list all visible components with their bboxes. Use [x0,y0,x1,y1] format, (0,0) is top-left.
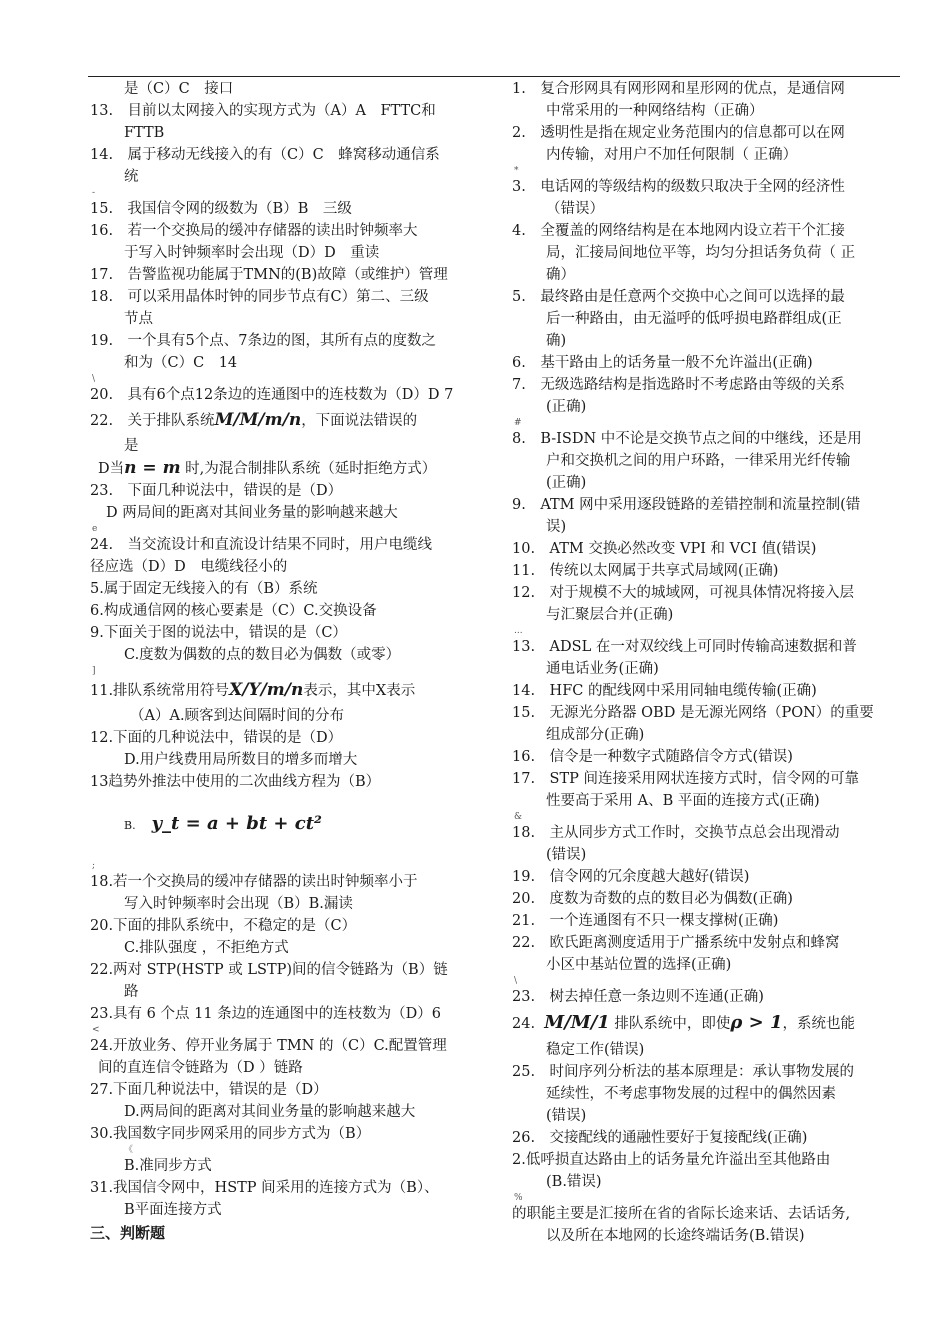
question-22-cont: 是 [124,438,139,454]
question-12: 12.下面的几种说法中，错误的是（D） [90,730,343,746]
question-13b: 13趋势外推法中使用的二次曲线方程为（B） [90,774,381,790]
judge-8-cont2: (正确) [546,475,587,491]
question-22-option-d [90,457,478,480]
question-9-option-c: C.度数为偶数的点的数目必为偶数（或零） [124,647,401,663]
judge-5-cont2: 确) [546,333,567,349]
judge-18: 18. 主从同步方式工作时，交换节点总会出现滑动 [512,825,840,841]
judge-12-cont: 与汇聚层合并(正确) [546,607,674,623]
question-11-option-a: （A）A.顾客到达间隔时间的分布 [130,708,345,724]
question-20b-option-c: C.排队强度 ，不拒绝方式 [124,940,289,956]
judge-22: 22. 欧氏距离测度适用于广播系统中发射点和蜂窝 [512,935,840,951]
judge-21: 21. 一个连通图有不只一棵支撑树(正确) [512,913,779,929]
section-heading-true-false: 三、判断题 [90,1224,166,1242]
question-14-cont: 统 [124,169,139,185]
question-23b: 23.具有 6 个点 11 条边的连通图中的连枝数为（D）6 [90,1006,442,1022]
judge-2b: 2.低呼损直达路由上的话务量允许溢出至其他路由 [512,1152,831,1168]
judge-6: 6. 基干路由上的话务量一般不允许溢出(正确) [512,355,813,371]
judge-7-cont: (正确) [546,399,587,415]
kendall-formula: X/Y/m/n [229,680,304,700]
question-11-text-end: 表示，其中X表示 [303,683,416,699]
judge-13: 13. ADSL 在一对双绞线上可同时传输高速数据和普 [512,639,857,655]
question-15: 15. 我国信令网的级数为（B）B 三级 [90,201,352,217]
judge-1: 1. 复合形网具有网形网和星形网的优点，是通信网 [512,81,845,97]
question-6: 6.构成通信网的核心要素是（C）C.交换设备 [90,603,377,619]
judge-20: 20. 度数为奇数的点的数目必为偶数(正确) [512,891,793,907]
question-9: 9.下面关于图的说法中，错误的是（C） [90,625,347,641]
question-24b: 24.开放业务、停开业务属于 TMN 的（C）C.配置管理 [90,1038,447,1054]
question-22 [90,406,478,435]
judge-24-text-end: ，系统也能 [782,1016,856,1032]
judge-25: 25. 时间序列分析法的基本原理是：承认事物发展的 [512,1064,855,1080]
question-27-option-d: D.两局间的距离对其间业务量的影响越来越大 [124,1104,416,1120]
question-13: 13. 目前以太网接入的实现方式为（A）A FTTC和 [90,103,436,119]
stray-mark: * [514,166,519,176]
stray-mark: \ [92,374,96,384]
question-14: 14. 属于移动无线接入的有（C）C 蜂窝移动通信系 [90,147,440,163]
judge-9-cont: 误) [546,519,567,535]
stray-mark: - [92,188,96,198]
question-11 [90,676,478,705]
judge-1-cont: 中常采用的一种网络结构（正确） [546,103,764,119]
question-20b: 20.下面的排队系统中，不稳定的是（C） [90,918,357,934]
question-23: 23. 下面几种说法中，错误的是（D） [90,483,343,499]
judge-8: 8. B-ISDN 中不论是交换节点之间的中继线，还是用 [512,431,862,447]
judge-2b-cont: (B.错误) [546,1174,602,1190]
question-5: 5.属于固定无线接入的有（B）系统 [90,581,318,597]
judge-7: 7. 无级选路结构是指选路时不考虑路由等级的关系 [512,377,845,393]
left-column [90,78,478,1245]
question-22b: 22.两对 STP(HSTP 或 LSTP)间的信令链路为（B）链 [90,962,448,978]
judge-24-cont: 稳定工作(错误) [546,1042,645,1058]
judge-16: 16. 信令是一种数字式随路信令方式(错误) [512,749,793,765]
judge-4: 4. 全覆盖的网络结构是在本地网内设立若干个汇接 [512,223,845,239]
question-24: 24. 当交流设计和直流设计结果不同时，用户电缆线 [90,537,433,553]
question-16: 16. 若一个交换局的缓冲存储器的读出时钟频率大 [90,223,418,239]
stray-mark: 《 [124,1145,134,1155]
question-19-cont: 和为（C）C 14 [124,355,238,371]
judge-18-cont: (错误) [546,847,587,863]
top-rule [88,76,900,77]
judge-15: 15. 无源光分路器 OBD 是无源光网络（PON）的重要 [512,705,874,721]
judge-22-cont: 小区中基站位置的选择(正确) [546,957,732,973]
judge-24-text: 排队系统中，即使 [609,1016,731,1032]
judge-3: 3. 电话网的等级结构的级数只取决于全网的经济性 [512,179,845,195]
stray-mark: \ [514,976,518,986]
judge-25-cont2: (错误) [546,1108,587,1124]
judge-5-cont: 后一种路由，由无溢呼的低呼损电路群组成(正 [546,311,842,327]
stray-mark: < [92,1025,100,1035]
judge-13-cont: 通电话业务(正确) [546,661,659,677]
quadratic-formula: y_t = a + bt + ct² [151,813,322,834]
judge-17: 17. STP 间连接采用网状连接方式时，信令网的可靠 [512,771,860,787]
question-24b-cont: 间的直连信令链路为（D ）链路 [98,1060,303,1076]
stray-mark: e [92,524,98,534]
question-18: 18. 可以采用晶体时钟的同步节点有C）第二、三级 [90,289,429,305]
judge-19: 19. 信令网的冗余度越大越好(错误) [512,869,750,885]
question-18-cont: 节点 [124,311,153,327]
option-d-prefix: D当 [98,461,125,477]
stray-mark: ... [514,626,523,636]
judge-15-cont: 组成部分(正确) [546,727,645,743]
judge-3-cont: （错误） [546,201,604,217]
question-22-text-end: ，下面说法错误的 [301,413,418,429]
judge-2-cont: 内传输，对用户不加任何限制（ 正确） [546,147,798,163]
quadratic-formula-row [90,807,478,843]
right-column [512,78,900,1247]
question-11-text: 11.排队系统常用符号 [90,683,230,699]
question-30-option-b: B.准同步方式 [124,1158,212,1174]
question-27: 27.下面几种说法中，错误的是（D） [90,1082,328,1098]
option-b-label: B. [124,819,136,832]
judge-24-number: 24. [512,1016,536,1032]
judge-26: 26. 交接配线的通融性要好于复接配线(正确) [512,1130,808,1146]
judge-5: 5. 最终路由是任意两个交换中心之间可以选择的最 [512,289,845,305]
stray-mark: ] [92,666,96,676]
question-22-text: 22. 关于排队系统 [90,413,215,429]
judge-last: 的职能主要是汇接所在省的省际长途来话、去话话务, [512,1206,851,1222]
question-18b-cont: 写入时钟频率时会出现（B）B.漏读 [124,896,353,912]
question-16-cont: 于写入时钟频率时会出现（D）D 重读 [124,245,380,261]
question-31: 31.我国信令网中，HSTP 间采用的连接方式为（B）、 [90,1180,439,1196]
judge-last-cont: 以及所在本地网的长途终端话务(B.错误) [546,1228,805,1244]
judge-8-cont: 户和交换机之间的用户环路，一律采用光纤传输 [546,453,851,469]
judge-24 [512,1008,900,1039]
question-18b: 18.若一个交换局的缓冲存储器的读出时钟频率小于 [90,874,418,890]
judge-14: 14. HFC 的配线网中采用同轴电缆传输(正确) [512,683,817,699]
judge-11: 11. 传统以太网属于共享式局域网(正确) [512,563,779,579]
question-13-cont: FTTB [124,125,165,141]
judge-12: 12. 对于规模不大的城域网，可视具体情况将接入层 [512,585,855,601]
question-24-cont: 径应选（D）D 电缆线径小的 [90,559,288,575]
rho-formula: ρ > 1 [730,1012,783,1033]
judge-4-cont: 局，汇接局间地位平等，均匀分担话务负荷（ 正 [546,245,856,261]
judge-23: 23. 树去掉任意一条边则不连通(正确) [512,989,764,1005]
question-17: 17. 告警监视功能属于TMN的(B)故障（或维护）管理 [90,267,448,283]
question-31-cont: B平面连接方式 [124,1202,222,1218]
judge-10: 10. ATM 交换必然改变 VPI 和 VCI 值(错误) [512,541,817,557]
question-23-option-d: D 两局间的距离对其间业务量的影响越来越大 [106,505,398,521]
question-19: 19. 一个具有5个点、7条边的图，其所有点的度数之 [90,333,437,349]
question-12-option-d: D.用户线费用局所数目的增多而增大 [124,752,358,768]
stray-mark: # [514,418,522,428]
judge-9: 9. ATM 网中采用逐段链路的差错控制和流量控制(错 [512,497,861,513]
stray-mark: % [514,1193,523,1203]
option-d-text: 时,为混合制排队系统（延时拒绝方式） [180,461,437,477]
n-equals-m-formula: n = m [124,458,181,478]
question-20: 20. 具有6个点12条边的连通图中的连枝数为（D）D 7 [90,387,454,403]
queue-formula: M/M/m/n [214,410,302,430]
stray-mark: ; [92,861,96,871]
question-22b-cont: 路 [124,984,139,1000]
mm1-formula: M/M/1 [544,1012,610,1033]
judge-4-cont2: 确） [546,267,575,283]
judge-2: 2. 透明性是指在规定业务范围内的信息都可以在网 [512,125,845,141]
question-30: 30.我国数字同步网采用的同步方式为（B） [90,1126,371,1142]
left-line: 是（C）C 接口 [124,81,234,97]
stray-mark: & [514,812,523,822]
judge-25-cont: 延续性，不考虑事物发展的过程中的偶然因素 [546,1086,836,1102]
judge-17-cont: 性要高于采用 A、B 平面的连接方式(正确) [546,793,820,809]
